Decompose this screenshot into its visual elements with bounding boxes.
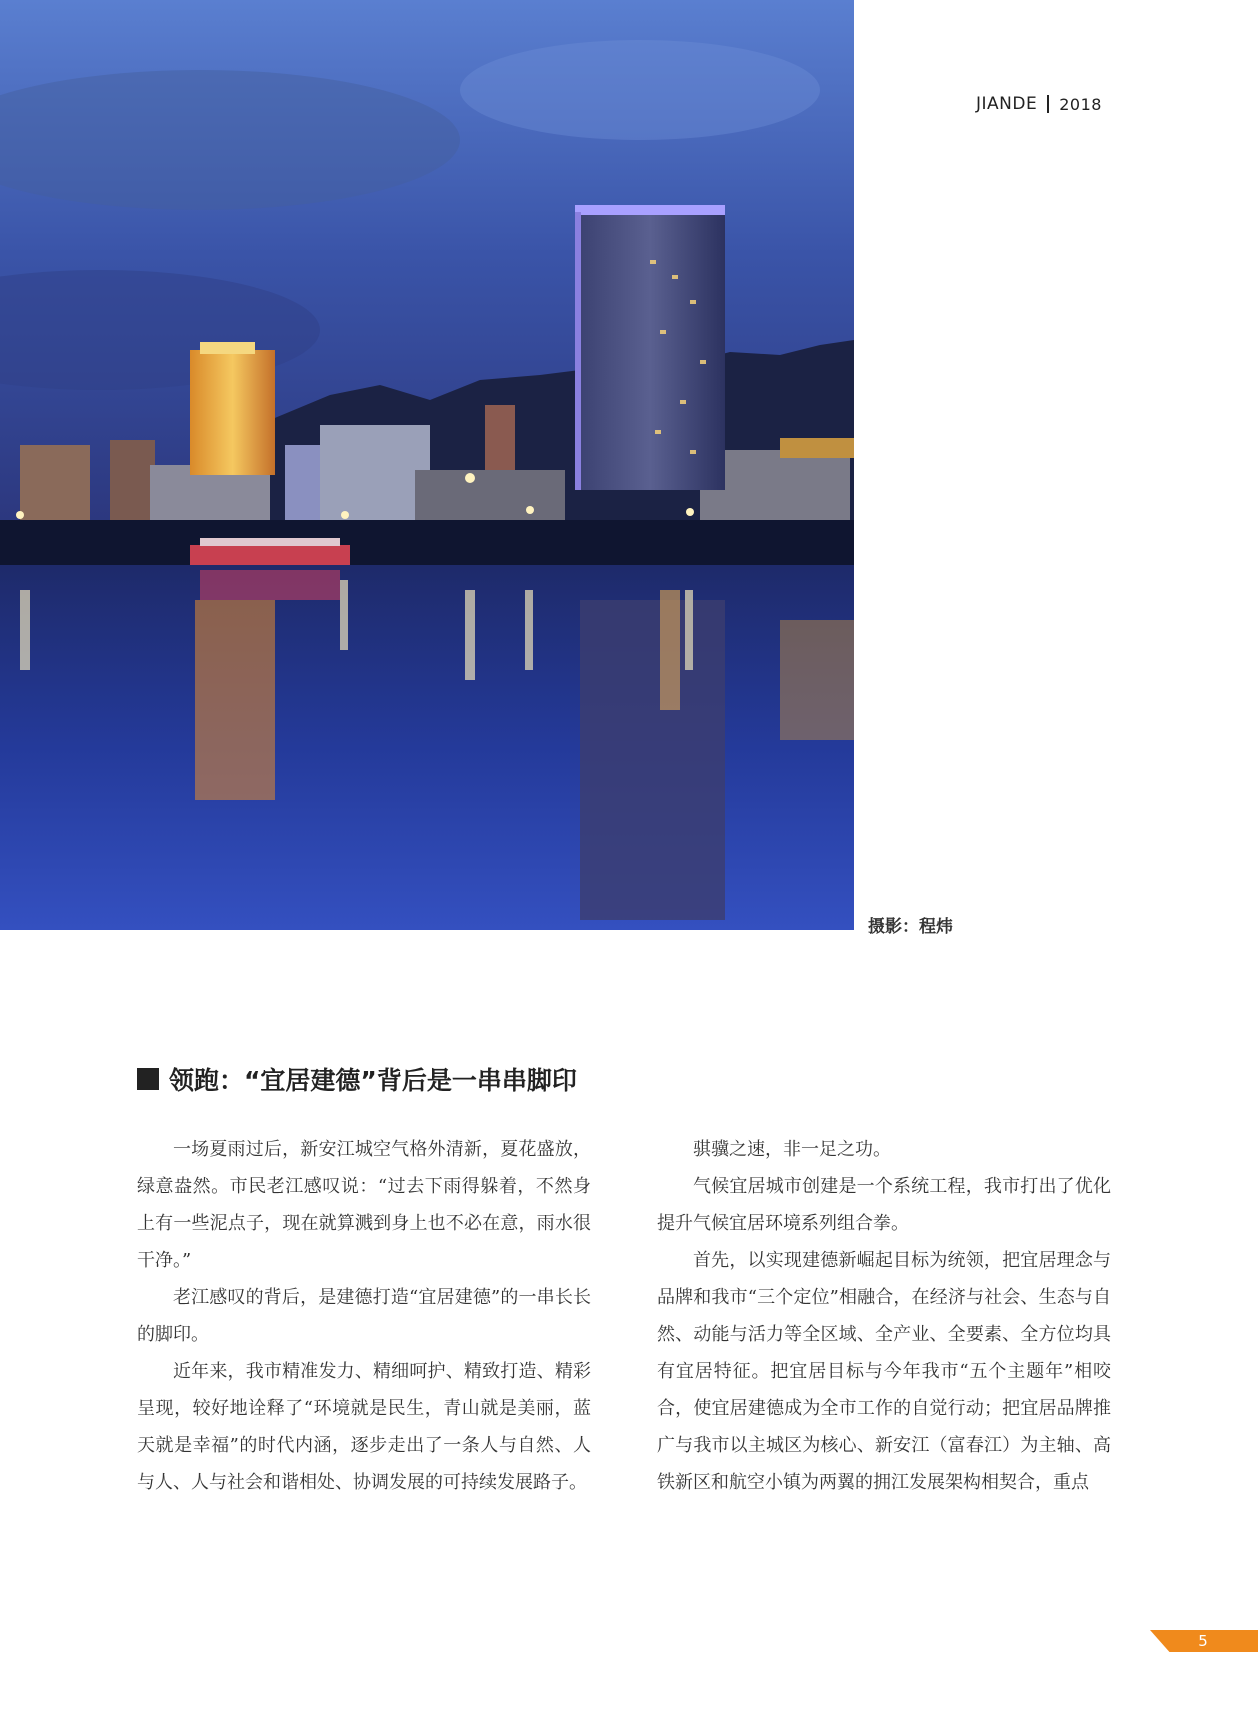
left-column bbox=[137, 1131, 591, 1501]
section-heading bbox=[137, 1061, 837, 1097]
paragraph: 近年来，我市精准发力、精细呵护、精致打造、精彩呈现，较好地诠释了“环境就是民生，青山就是美丽，蓝天就是幸福”的时代内涵，逐步走出了一条人与自然、人与人、人与社会和谐相处、协调发展的可持续发展路子。 bbox=[137, 1361, 591, 1493]
year-label: 2018 bbox=[1059, 94, 1102, 114]
city-night-photo bbox=[0, 0, 854, 930]
paragraph: 首先，以实现建德新崛起目标为统领，把宜居理念与品牌和我市“三个定位”相融合，在经济与社会、生态与自然、动能与活力等全区域、全产业、全要素、全方位均具有宜居特征。把宜居目标与今年我市“五个主题年”相咬合，使宜居建德成为全市工作的自觉行动；把宜居品牌推广与我市以主城区为核心、新安江（富春江）为主轴、高铁新区和航空小镇为两翼的拥江发展架构相契合，重点 bbox=[657, 1250, 1111, 1493]
header-divider bbox=[1047, 95, 1049, 113]
paragraph: 一场夏雨过后，新安江城空气格外清新，夏花盛放，绿意盎然。市民老江感叹说：“过去下雨得躲着，不然身上有一些泥点子，现在就算溅到身上也不必在意，雨水很干净。” bbox=[137, 1139, 591, 1271]
photo-credit: 摄影：程炜 bbox=[868, 917, 953, 937]
page-number: 5 bbox=[1198, 1632, 1208, 1650]
paragraph: 骐骥之速，非一足之功。 bbox=[693, 1139, 891, 1160]
running-header bbox=[976, 94, 1176, 114]
right-column bbox=[657, 1131, 1111, 1501]
brand-label: JIANDE bbox=[976, 94, 1038, 114]
square-bullet-icon bbox=[137, 1068, 159, 1090]
section-title: 领跑：“宜居建德”背后是一串串脚印 bbox=[169, 1066, 577, 1095]
paragraph: 气候宜居城市创建是一个系统工程，我市打出了优化提升气候宜居环境系列组合拳。 bbox=[657, 1176, 1111, 1234]
paragraph: 老江感叹的背后，是建德打造“宜居建德”的一串长长的脚印。 bbox=[137, 1287, 591, 1345]
